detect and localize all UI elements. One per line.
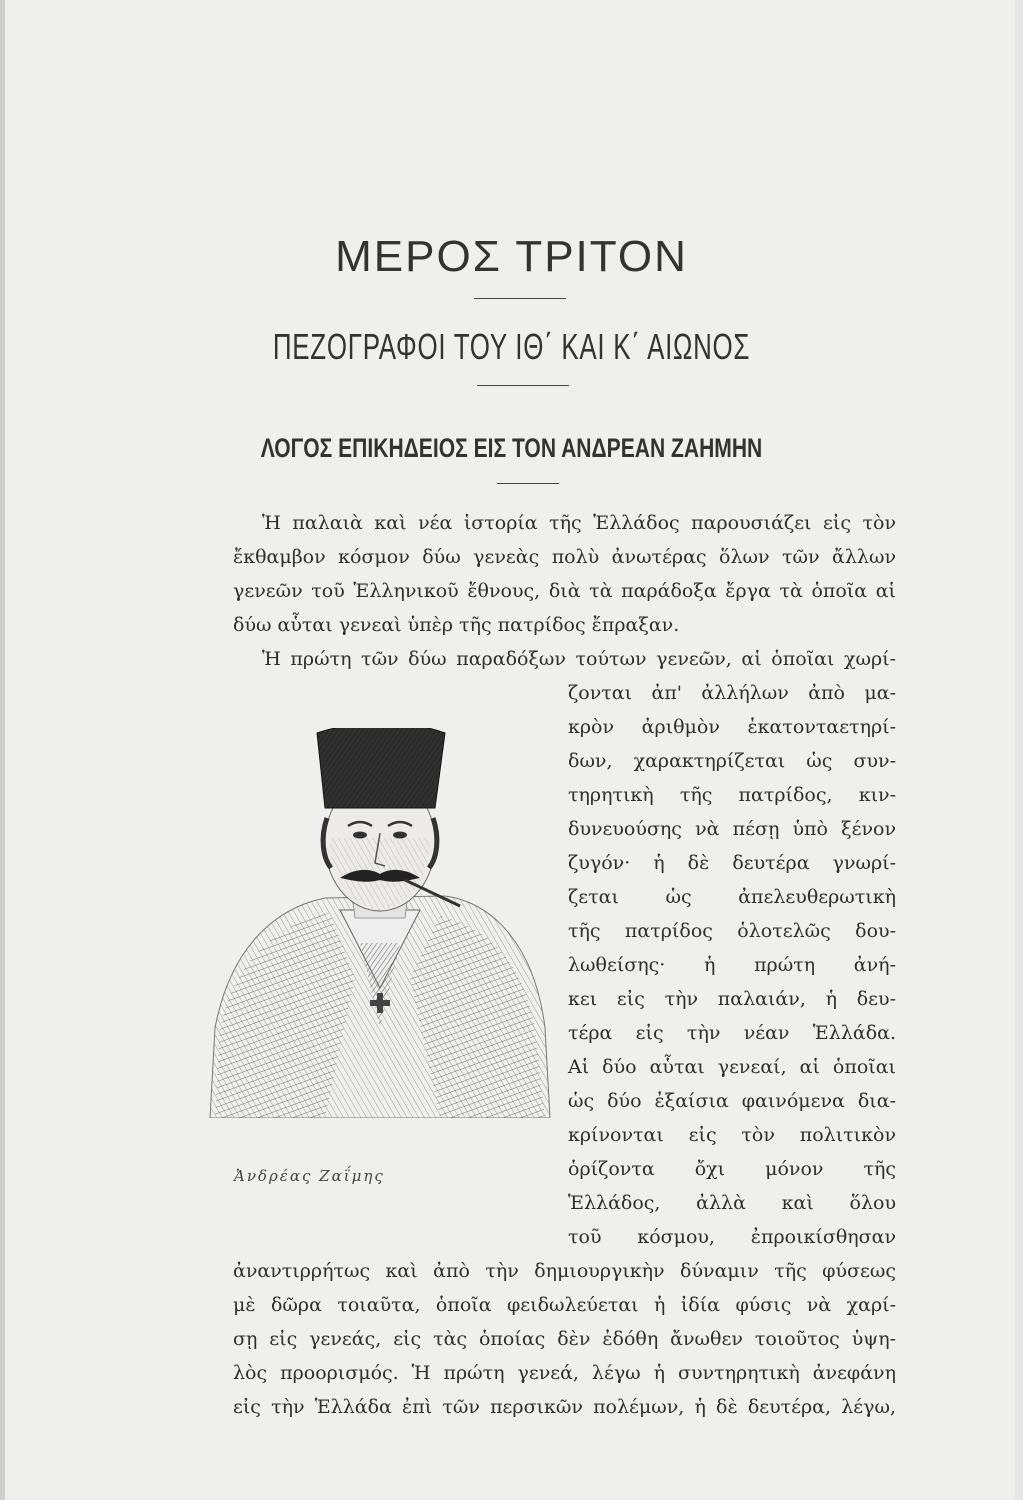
body-line: τοῦ κόσμου, ἐπροικίσθησαν — [568, 1226, 896, 1248]
body-line: Αἱ δύο αὗται γενεαί, αἱ ὁποῖαι — [568, 1056, 896, 1078]
portrait-caption: Ἀνδρέας Ζαΐμης — [234, 1167, 385, 1185]
body-line: κρίνονται εἰς τὸν πολιτικὸν — [568, 1124, 896, 1146]
page-edge-shadow — [0, 0, 5, 1500]
body-line: ζεται ὡς ἀπελευθερωτικὴ — [568, 886, 896, 908]
body-line: Ἑλλάδος, ἀλλὰ καὶ ὅλου — [568, 1192, 896, 1214]
body-line: κρὸν ἀριθμὸν ἑκατονταετηρί- — [568, 716, 896, 738]
body-line: τῆς πατρίδος ὁλοτελῶς δου- — [568, 920, 896, 942]
page-edge-margin — [1015, 0, 1023, 1500]
body-line: Ἡ πρώτη τῶν δύω παραδόξων τούτων γενεῶν, αἱ ὁποῖαι χωρί- — [262, 648, 896, 670]
body-line: ἀναντιρρήτως καὶ ἀπὸ τὴν δημιουργικὴν δύναμιν τῆς φύσεως — [233, 1260, 896, 1282]
divider-rule — [497, 483, 559, 484]
divider-rule — [477, 385, 569, 386]
body-line: ἔκθαμβον κόσμον δύω γενεὰς πολὺ ἀνωτέρας ὅλων τῶν ἄλλων — [233, 546, 896, 568]
section-title: ΠΕΖΟΓΡΑΦΟΙ ΤΟΥ ΙΘ΄ ΚΑΙ Κ΄ ΑΙΩΝΟΣ — [272, 326, 751, 367]
part-title: ΜΕΡΟΣ ΤΡΙΤΟΝ — [335, 232, 688, 281]
body-line: ζυγόν· ἡ δὲ δευτέρα γνωρί- — [568, 852, 896, 874]
body-line: ὁρίζοντα ὄχι μόνον τῆς — [568, 1158, 896, 1180]
body-line: γενεῶν τοῦ Ἑλληνικοῦ ἔθνους, διὰ τὰ παράδοξα ἔργα τὰ ὁποῖα αἱ — [233, 580, 896, 602]
body-line: ζονται ἀπ' ἀλλήλων ἀπὸ μα- — [568, 682, 896, 704]
body-line: τηρητικὴ τῆς πατρίδος, κιν- — [568, 784, 896, 806]
body-line: δυνευούσης νὰ πέσῃ ὑπὸ ξένον — [568, 818, 896, 840]
body-line: ὡς δύο ἐξαίσια φαινόμενα δια- — [568, 1090, 896, 1112]
body-line: δων, χαρακτηρίζεται ὡς συν- — [568, 750, 896, 772]
chapter-title: ΛΟΓΟΣ ΕΠΙΚΗΔΕΙΟΣ ΕΙΣ ΤΟΝ ΑΝΔΡΕΑΝ ΖΑΗΜΗΝ — [260, 433, 763, 463]
body-line: κει εἰς τὴν παλαιάν, ἡ δευ- — [568, 988, 896, 1010]
divider-rule — [474, 298, 566, 299]
body-line: Ἡ παλαιὰ καὶ νέα ἱστορία τῆς Ἑλλάδος παρουσιάζει εἰς τὸν — [262, 512, 896, 534]
body-line: μὲ δῶρα τοιαῦτα, ὁποῖα φειδωλεύεται ἡ ἰδία φύσις νὰ χαρί- — [233, 1294, 896, 1316]
body-line: τέρα εἰς τὴν νέαν Ἑλλάδα. — [568, 1022, 896, 1044]
body-line: εἰς τὴν Ἑλλάδα ἐπὶ τῶν περσικῶν πολέμων, ἡ δὲ δευτέρα, λέγω, — [233, 1396, 896, 1418]
body-line: λωθείσης· ἡ πρώτη ἀνή- — [568, 954, 896, 976]
body-line: σῃ εἰς γενεάς, εἰς τὰς ὁποίας δὲν ἐδόθη ἄνωθεν τοιοῦτος ὑψη- — [233, 1328, 896, 1350]
portrait-engraving — [205, 728, 555, 1118]
body-line: λὸς προορισμός. Ἡ πρώτη γενεά, λέγω ἡ συντηρητικὴ ἀνεφάνη — [233, 1362, 896, 1384]
body-line: δύω αὗται γενεαὶ ὑπὲρ τῆς πατρίδος ἔπραξαν. — [233, 614, 680, 636]
